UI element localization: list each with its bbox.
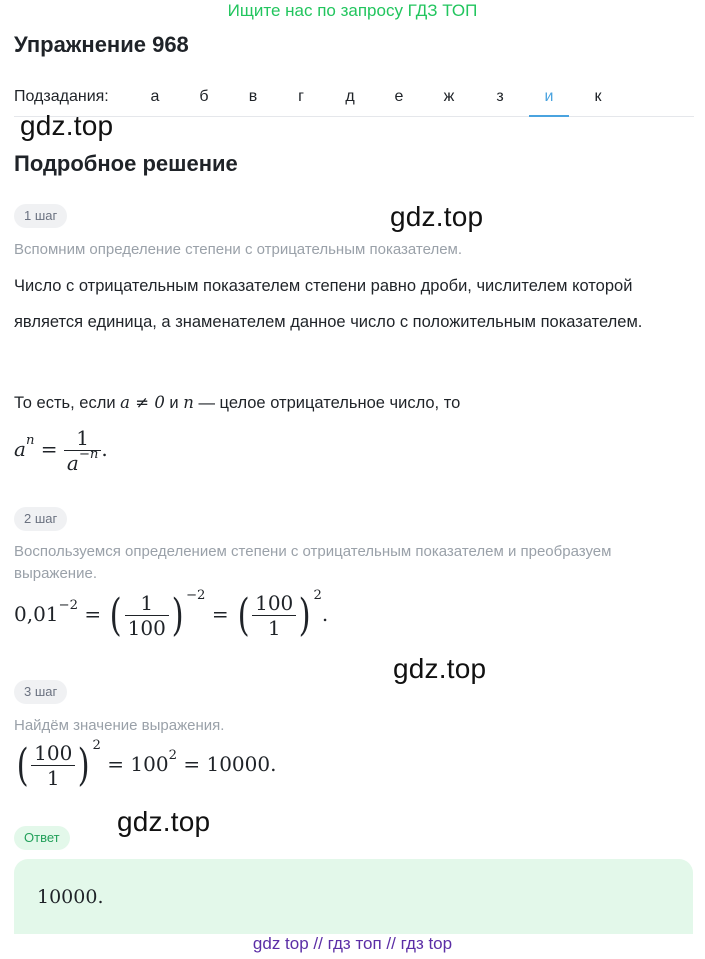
formula-term: .	[321, 602, 329, 626]
formula-term: 100	[130, 752, 169, 776]
step-hint: Воспользуемся определением степени с отрицательным показателем и преобразуем выражение.	[14, 543, 612, 582]
formula-term: =	[211, 602, 229, 626]
formula-term: 2	[92, 737, 101, 753]
watermark: gdz.top	[390, 201, 484, 232]
step-badge: 1 шаг	[14, 204, 67, 228]
step-badge: 2 шаг	[14, 507, 67, 531]
condition-line	[14, 385, 694, 421]
condition-suffix: — целое отрицательное число, то	[198, 394, 461, 412]
formula-fraction	[64, 426, 101, 475]
formula-term: 1	[252, 615, 296, 640]
condition-prefix: То есть, если	[14, 394, 116, 412]
formula-term: −2	[58, 597, 78, 613]
footer-links[interactable]: gdz top // гдз топ // гдз top	[252, 934, 453, 953]
subtask-tab-e[interactable]: е	[394, 88, 404, 105]
formula-transform: $0,01^{-2}$ = ( $\frac{1}{100}$ ) $^{-2}$ = ( $\frac{100}{1}$ ) $^2$.	[14, 587, 329, 641]
subtask-tab-d[interactable]: д	[345, 88, 355, 105]
step-hint: Найдём значение выражения.	[14, 717, 225, 734]
subtask-tab-b[interactable]: б	[199, 88, 209, 105]
formula-term: 1	[76, 426, 90, 450]
formula-fraction	[125, 591, 169, 640]
formula-term: a	[14, 437, 26, 461]
formula-term: n	[25, 432, 35, 448]
condition-a-ne-zero: a ≠ 0	[120, 393, 165, 412]
subtask-tab-v[interactable]: в	[248, 88, 258, 105]
watermark: gdz.top	[20, 110, 114, 141]
answer-badge: Ответ	[14, 826, 70, 850]
subtask-tab-z[interactable]: з	[496, 88, 504, 105]
subtask-tab-i[interactable]: и	[529, 88, 569, 106]
answer-value: 10000.	[37, 886, 104, 908]
section-title: Подробное решение	[14, 151, 238, 176]
step-badge: 3 шаг	[14, 680, 67, 704]
formula-term: −n	[78, 446, 99, 462]
formula-term: −2	[186, 587, 206, 603]
formula-term: .	[101, 437, 108, 461]
formula-term: 0,01	[14, 602, 59, 626]
formula-term: 100	[34, 741, 73, 765]
formula-term: 1	[31, 765, 75, 790]
promo-banner: Ищите нас по запросу ГДЗ ТОП	[227, 1, 478, 20]
formula-definition	[14, 426, 108, 475]
formula-term: =	[183, 752, 201, 776]
watermark: gdz.top	[393, 653, 487, 684]
step-text: Число с отрицательным показателем степени равно дроби, числителем которой является единица, а знаменателем данное число с положительным показателем.	[14, 277, 643, 331]
formula-fraction	[252, 591, 296, 640]
formula-term: 2	[313, 587, 322, 603]
formula-fraction	[31, 741, 75, 790]
exercise-title: Упражнение 968	[14, 32, 189, 57]
formula-term: 10000.	[206, 752, 277, 776]
formula-term: =	[40, 437, 58, 461]
subtask-tab-a[interactable]: а	[150, 88, 160, 105]
answer-box	[14, 859, 693, 934]
step-hint: Вспомним определение степени с отрицательным показателем.	[14, 241, 463, 258]
formula-term: =	[84, 602, 102, 626]
formula-term: =	[107, 752, 125, 776]
formula-term: 100	[125, 615, 169, 640]
formula-term: a	[66, 451, 79, 475]
formula-term: 100	[255, 591, 294, 615]
subtasks-nav	[14, 86, 694, 117]
condition-and: и	[169, 394, 179, 412]
formula-term: 1	[140, 591, 154, 615]
formula-term: 2	[168, 747, 177, 763]
watermark: gdz.top	[117, 806, 211, 837]
condition-n: n	[183, 393, 194, 412]
subtask-tab-g[interactable]: г	[298, 88, 304, 105]
subtask-tab-zh[interactable]: ж	[443, 88, 455, 105]
subtasks-label: Подзадания:	[14, 88, 109, 105]
formula-result: ( $\frac{100}{1}$ ) $^2 = 100^2 = 10000$.	[16, 737, 277, 791]
subtask-tab-k[interactable]: к	[594, 88, 602, 105]
